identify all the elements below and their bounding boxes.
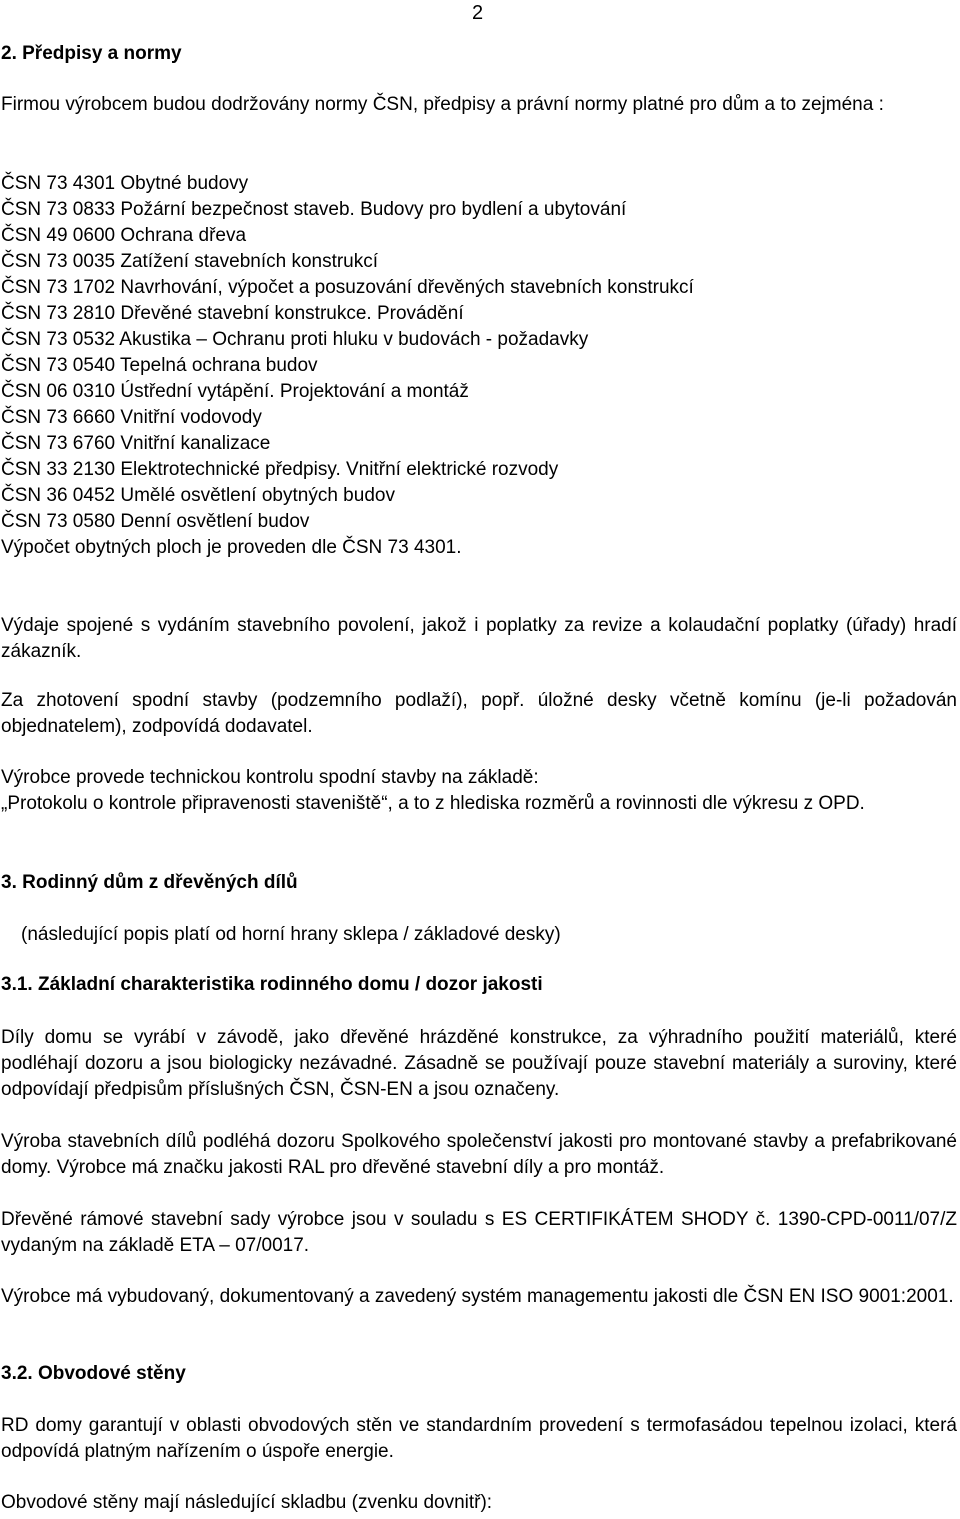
control-line: Výrobce provede technickou kontrolu spodní stavby na základě: xyxy=(1,767,539,788)
norm-item: ČSN 73 4301 Obytné budovy xyxy=(1,173,249,194)
section-3-note: (následující popis platí od horní hrany sklepa / základové desky) xyxy=(21,924,561,945)
section-3-1-heading: 3.1. Základní charakteristika rodinného domu / dozor jakosti xyxy=(1,974,543,995)
norm-item: ČSN 73 0035 Zatížení stavebních konstrukcí xyxy=(1,251,379,272)
norm-item: ČSN 73 0540 Tepelná ochrana budov xyxy=(1,355,318,376)
norms-list xyxy=(1,171,694,561)
norm-item: ČSN 73 6660 Vnitřní vodovody xyxy=(1,407,262,428)
control-paragraph xyxy=(1,765,957,817)
section-3-1-paragraph-3: Dřevěné rámové stavební sady výrobce jsou v souladu s ES CERTIFIKÁTEM SHODY č. 1390-CPD-0011/07/Z vydaným na základě ETA – 07/0017. xyxy=(1,1209,957,1256)
page-number: 2 xyxy=(472,2,484,24)
section-3-2-paragraph-2: Obvodové stěny mají následující skladbu (zvenku dovnitř): xyxy=(1,1492,493,1513)
norm-item: ČSN 36 0452 Umělé osvětlení obytných budov xyxy=(1,485,395,506)
norm-item: ČSN 73 0532 Akustika – Ochranu proti hluku v budovách - požadavky xyxy=(1,329,589,350)
norm-item: ČSN 73 1702 Navrhování, výpočet a posuzování dřevěných stavebních konstrukcí xyxy=(1,277,694,298)
section-3-1-paragraph-1: Díly domu se vyrábí v závodě, jako dřevěné hrázděné konstrukce, za výhradního použití materiálů, které podléhají dozoru a jsou biologicky nezávadné. Zásadně se používají pouze stavební materiály a suroviny, které odpovídají předpisům příslušných ČSN, ČSN-EN a jsou označeny. xyxy=(1,1027,957,1100)
section-3-1-paragraph-4: Výrobce má vybudovaný, dokumentovaný a zavedený systém managementu jakosti dle ČSN EN ISO 9001:2001. xyxy=(1,1286,954,1307)
section-3-heading: 3. Rodinný dům z dřevěných dílů xyxy=(1,872,298,893)
section-3-2-paragraph-1: RD domy garantují v oblasti obvodových stěn ve standardním provedení s termofasádou tepelnou izolaci, která odpovídá platným nařízením o úspoře energie. xyxy=(1,1415,957,1462)
substructure-paragraph: Za zhotovení spodní stavby (podzemního podlaží), popř. úložné desky včetně komínu (je-li požadován objednatelem), zodpovídá dodavatel. xyxy=(1,690,957,737)
norm-item: ČSN 73 6760 Vnitřní kanalizace xyxy=(1,433,271,454)
norm-item: ČSN 33 2130 Elektrotechnické předpisy. Vnitřní elektrické rozvody xyxy=(1,459,559,480)
floor-area-note: Výpočet obytných ploch je proveden dle ČSN 73 4301. xyxy=(1,537,462,558)
section-3-1-paragraph-2: Výroba stavebních dílů podléhá dozoru Spolkového společenství jakosti pro montované stavby a prefabrikované domy. Výrobce má značku jakosti RAL pro dřevěné stavební díly a pro montáž. xyxy=(1,1131,957,1178)
fees-paragraph: Výdaje spojené s vydáním stavebního povolení, jakož i poplatky za revize a kolaudační poplatky (úřady) hradí zákazník. xyxy=(1,615,957,662)
norm-item: ČSN 73 0580 Denní osvětlení budov xyxy=(1,511,310,532)
norm-item: ČSN 06 0310 Ústřední vytápění. Projektování a montáž xyxy=(1,381,469,402)
section-2-heading: 2. Předpisy a normy xyxy=(1,43,182,64)
section-3-2-heading: 3.2. Obvodové stěny xyxy=(1,1363,186,1384)
norm-item: ČSN 73 2810 Dřevěné stavební konstrukce. Provádění xyxy=(1,303,464,324)
protocol-line: „Protokolu o kontrole připravenosti staveniště“, a to z hlediska rozměrů a rovinnosti dle výkresu z OPD. xyxy=(1,793,865,814)
norm-item: ČSN 49 0600 Ochrana dřeva xyxy=(1,225,247,246)
section-2-intro: Firmou výrobcem budou dodržovány normy ČSN, předpisy a právní normy platné pro dům a to zejména : xyxy=(1,94,884,115)
norm-item: ČSN 73 0833 Požární bezpečnost staveb. Budovy pro bydlení a ubytování xyxy=(1,199,627,220)
